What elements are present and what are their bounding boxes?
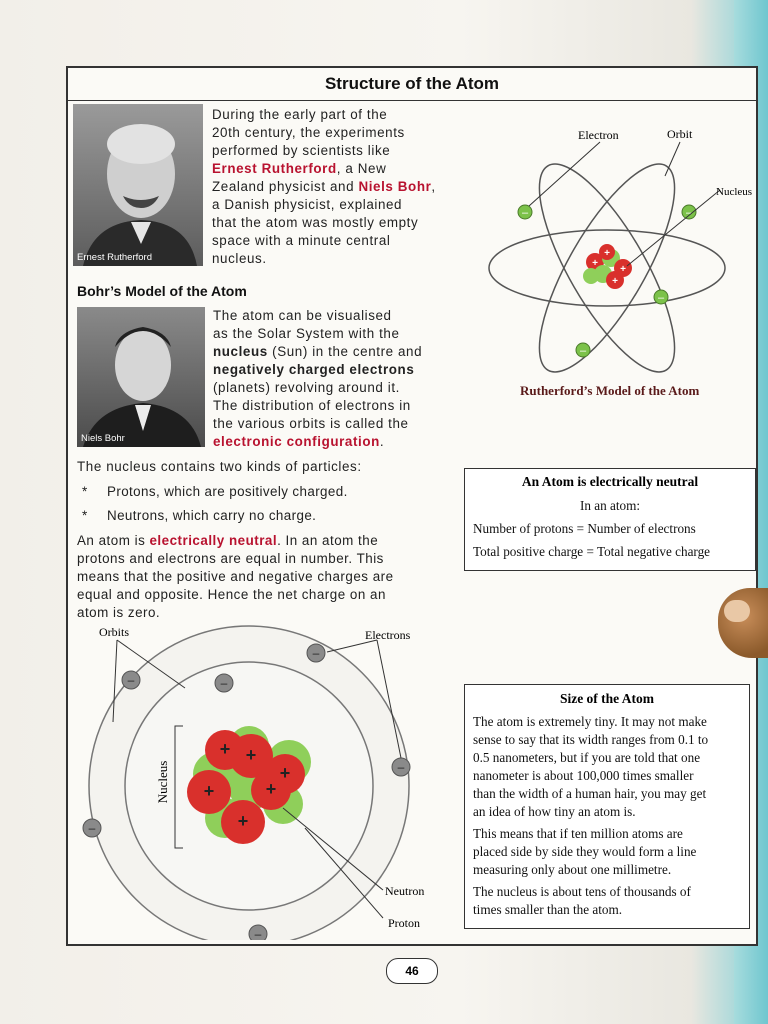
label-nucleus-vertical: Nucleus	[155, 760, 170, 804]
svg-text:–: –	[579, 345, 587, 357]
text-fragment: , a New	[336, 161, 387, 176]
text-line: 20th century, the experiments	[212, 125, 405, 140]
bohr-caption: Niels Bohr	[81, 433, 125, 444]
bohr-heading: Bohr’s Model of the Atom	[77, 283, 247, 299]
title-bar	[68, 68, 756, 101]
page-number: 46	[386, 958, 438, 984]
protons-item: Protons, which are positively charged.	[107, 484, 348, 499]
text-bold: nucleus	[213, 344, 268, 359]
svg-text:+: +	[237, 811, 249, 831]
rutherford-model-caption: Rutherford’s Model of the Atom	[520, 383, 700, 398]
rutherford-name: Ernest Rutherford	[212, 161, 337, 176]
neutral-box-line: Number of protons = Number of electrons	[473, 521, 696, 536]
bullet-icon: *	[82, 484, 88, 499]
text-fragment: .	[379, 434, 385, 449]
text-line: than the width of a human hair, you may get	[473, 786, 707, 801]
label-orbit: Orbit	[667, 127, 693, 141]
text-line: the various orbits is called the	[213, 416, 409, 431]
neutral-text	[77, 532, 394, 622]
neutral-box-line: In an atom:	[579, 498, 641, 513]
text-line: This means that if ten million atoms are	[473, 826, 683, 841]
text-line: space with a minute central	[212, 233, 391, 248]
label-orbits: Orbits	[99, 625, 129, 639]
svg-text:+: +	[203, 781, 215, 801]
svg-text:+: +	[620, 264, 626, 275]
label-nucleus: Nucleus	[716, 186, 753, 198]
text-line: performed by scientists like	[212, 143, 391, 158]
neutrons-item: Neutrons, which carry no charge.	[107, 508, 317, 523]
size-box	[464, 684, 750, 929]
text-line: an idea of how tiny an atom is.	[473, 804, 636, 819]
bohr-text	[213, 307, 422, 451]
text-line: The atom is extremely tiny. It may not make	[473, 714, 707, 729]
neutral-box-title: An Atom is electrically neutral	[521, 474, 699, 489]
svg-text:–: –	[254, 927, 262, 940]
text-line: placed side by side they would form a line	[473, 844, 697, 859]
text-line: (planets) revolving around it.	[213, 380, 400, 395]
text-line: protons and electrons are equal in number. This	[77, 551, 384, 566]
svg-text:–: –	[127, 673, 135, 687]
text-fragment: (Sun) in the centre and	[267, 344, 423, 359]
nucleus-cluster	[583, 244, 632, 289]
size-box-para	[473, 713, 741, 821]
svg-text:+: +	[612, 276, 618, 287]
text-line: During the early part of the	[212, 107, 388, 122]
bohr-name: Niels Bohr	[358, 179, 432, 194]
text-line: nanometer is about 100,000 times smaller	[473, 768, 694, 783]
size-box-para	[473, 825, 741, 879]
label-electrons: Electrons	[365, 628, 411, 642]
page-title: Structure of the Atom	[324, 74, 500, 93]
bohr-photo	[77, 307, 205, 447]
bohr-model-diagram	[75, 622, 445, 940]
neutral-box-line: Total positive charge = Total negative charge	[473, 544, 711, 559]
svg-text:+: +	[245, 745, 257, 765]
portrait-graphic	[73, 104, 203, 266]
label-neutron: Neutron	[385, 884, 425, 898]
text-line: times smaller than the atom.	[473, 902, 623, 917]
particles-intro: The nucleus contains two kinds of particles:	[77, 459, 362, 474]
svg-text:–: –	[88, 821, 96, 835]
text-line	[213, 343, 422, 361]
text-line: a Danish physicist, explained	[212, 197, 403, 212]
text-line	[212, 160, 436, 178]
text-line: sense to say that its width ranges from 0.1 to	[473, 732, 709, 747]
text-line: The nucleus is about tens of thousands of	[473, 884, 691, 899]
svg-text:–: –	[397, 760, 405, 774]
text-fragment: . In an atom the	[277, 533, 379, 548]
text-fragment: An atom is	[77, 533, 150, 548]
text-line	[77, 532, 394, 550]
leader-lines	[529, 142, 720, 266]
rutherford-model-diagram	[465, 120, 765, 410]
neutral-box	[464, 468, 756, 571]
svg-text:+: +	[604, 248, 610, 259]
text-line: means that the positive and negative charges are	[77, 569, 394, 584]
text-line: as the Solar System with the	[213, 326, 400, 341]
text-line	[212, 178, 436, 196]
label-electron: Electron	[578, 128, 619, 142]
svg-text:–: –	[521, 207, 529, 219]
rutherford-text	[212, 106, 436, 268]
svg-text:–: –	[657, 292, 665, 304]
bullet-icon: *	[82, 508, 88, 523]
text-line: that the atom was mostly empty	[212, 215, 419, 230]
label-proton: Proton	[388, 916, 421, 930]
electrically-neutral-term: electrically neutral	[149, 533, 278, 548]
portrait-graphic	[77, 307, 205, 447]
text-fragment: ,	[431, 179, 436, 194]
size-box-para	[473, 883, 741, 919]
finger-nail	[724, 600, 750, 622]
text-line: negatively charged electrons	[213, 362, 415, 377]
svg-text:+: +	[279, 763, 291, 783]
text-line: measuring only about one millimetre.	[473, 862, 672, 877]
text-fragment: Zealand physicist and	[212, 179, 359, 194]
text-line: atom is zero.	[77, 605, 161, 620]
svg-text:+: +	[265, 779, 277, 799]
svg-text:–: –	[220, 676, 228, 690]
text-line: The distribution of electrons in	[213, 398, 411, 413]
text-line: 0.5 nanometers, but if you are told that one	[473, 750, 701, 765]
electronic-configuration-term: electronic configuration	[213, 434, 380, 449]
svg-text:–: –	[312, 646, 320, 660]
text-line	[213, 433, 422, 451]
size-box-title: Size of the Atom	[559, 691, 655, 706]
text-line: nucleus.	[212, 251, 267, 266]
svg-text:+: +	[219, 739, 231, 759]
rutherford-photo	[73, 104, 203, 266]
text-line: The atom can be visualised	[213, 308, 392, 323]
rutherford-caption: Ernest Rutherford	[77, 252, 152, 263]
text-line: equal and opposite. Hence the net charge on an	[77, 587, 386, 602]
svg-text:–: –	[685, 207, 693, 219]
svg-text:+: +	[592, 258, 598, 269]
